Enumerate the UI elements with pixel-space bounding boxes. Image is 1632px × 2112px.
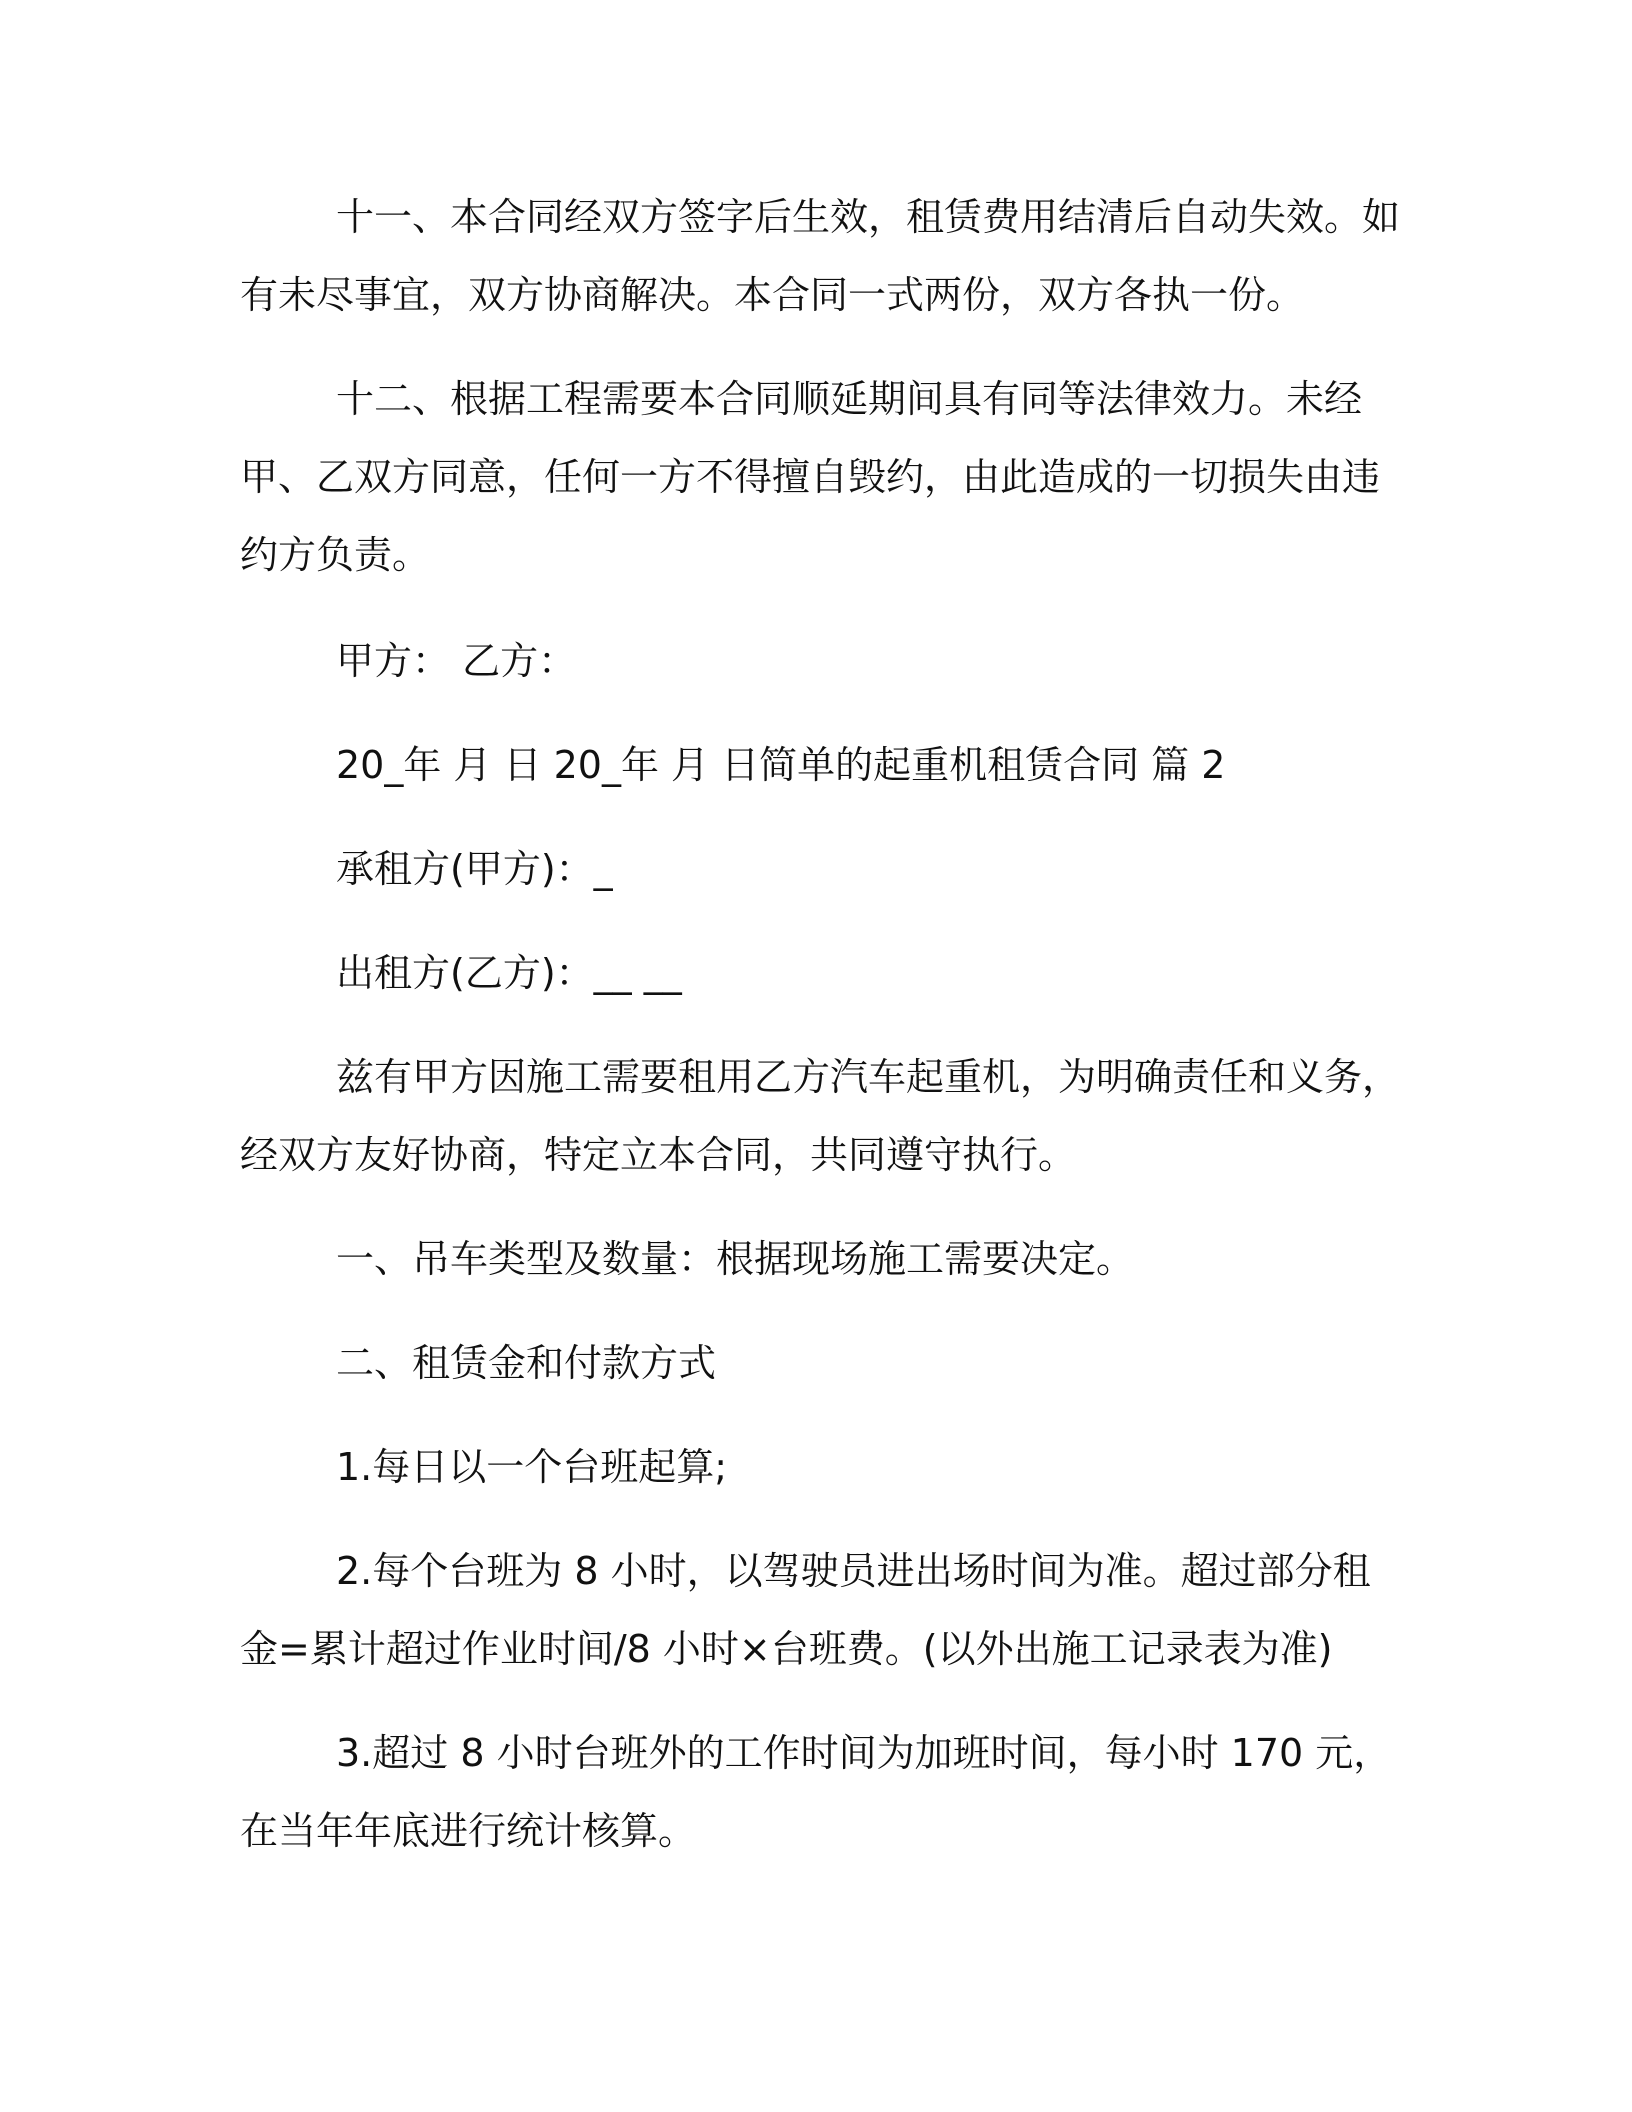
clause-12: 十二、根据工程需要本合同顺延期间具有同等法律效力。未经甲、乙双方同意，任何一方不得擅自毁约，由此造成的一切损失由违约方负责。 <box>240 377 1381 577</box>
item-2: 2.每个台班为 8 小时，以驾驶员进出场时间为准。超过部分租金=累计超过作业时间/8 小时×台班费。(以外出施工记录表为准) <box>240 1549 1371 1671</box>
clause-2-heading: 二、租赁金和付款方式 <box>336 1341 717 1385</box>
lessee-line: 承租方(甲方)：_ <box>336 847 613 891</box>
clause-1: 一、吊车类型及数量：根据现场施工需要决定。 <box>336 1237 1135 1281</box>
item-3: 3.超过 8 小时台班外的工作时间为加班时间，每小时 170 元，在当年年底进行统计核算。 <box>240 1731 1392 1853</box>
item-1: 1.每日以一个台班起算; <box>336 1445 728 1489</box>
lessor-line: 出租方(乙方)：__ __ <box>336 951 682 995</box>
date-and-section-title: 20_年 月 日 20_年 月 日简单的起重机租赁合同 篇 2 <box>336 743 1226 787</box>
signature-parties: 甲方： 乙方： <box>336 639 577 683</box>
clause-11: 十一、本合同经双方签字后生效，租赁费用结清后自动失效。如有未尽事宜，双方协商解决。本合同一式两份，双方各执一份。 <box>240 195 1401 317</box>
preamble: 兹有甲方因施工需要租用乙方汽车起重机，为明确责任和义务，经双方友好协商，特定立本合同，共同遵守执行。 <box>240 1055 1401 1177</box>
